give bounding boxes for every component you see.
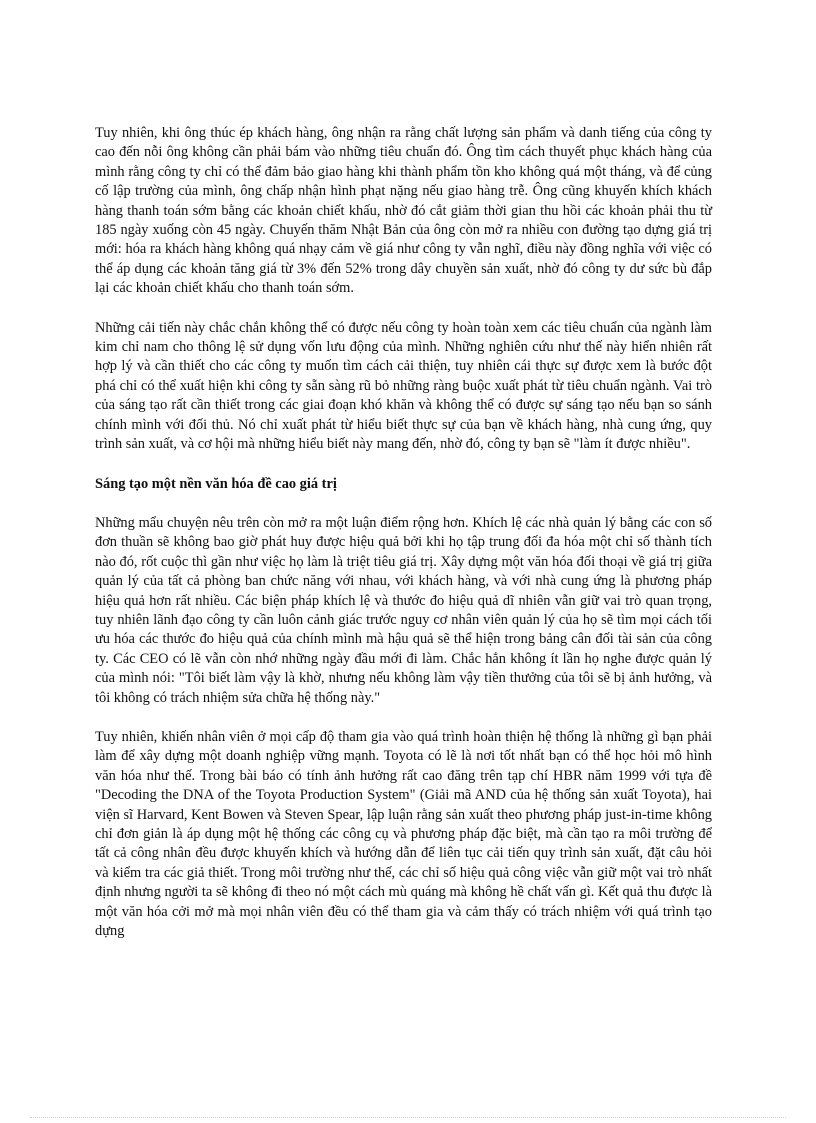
paragraph-3: Những mẩu chuyện nêu trên còn mở ra một luận điểm rộng hơn. Khích lệ các nhà quản lý bằng các con số đơn thuần sẽ không bao giờ phát huy được hiệu quả bởi khi họ tập trung đối đa hóa một chỉ số thành tích nào đó, rốt cuộc thì gần như việc họ làm là triệt tiêu giá trị. Xây dựng một văn hóa đối thoại về giá trị giữa quản lý của tất cả phòng ban chức năng với nhau, với khách hàng, và với nhà cung ứng là phương pháp hiệu quả hơn rất nhiều. Các biện pháp khích lệ và thước đo hiệu quả dĩ nhiên vẫn giữ vai trò quan trọng, tuy nhiên lãnh đạo công ty cần luôn cảnh giác trước nguy cơ nhân viên quản lý của họ sẽ tìm mọi cách tối ưu hóa các thước đo hiệu quả của chính mình mà hậu quả sẽ thể hiện trong bảng cân đối tài sản của công ty. Các CEO có lẽ vẫn còn nhớ những ngày đầu mới đi làm. Chắc hẳn không ít lần họ nghe được quản lý của mình nói: "Tôi biết làm vậy là khờ, nhưng nếu không làm vậy tiền thưởng của tôi sẽ bị ảnh hưởng, và tôi không có trách nhiệm sửa chữa hệ thống này." xyxy=(95,514,712,706)
paragraph-1: Tuy nhiên, khi ông thúc ép khách hàng, ông nhận ra rằng chất lượng sản phẩm và danh tiếng của công ty cao đến nỗi ông không cần phải bám vào những tiêu chuẩn đó. Ông tìm cách thuyết phục khách hàng của mình rằng công ty chỉ có thể đảm bảo giao hàng khi thành phẩm tồn kho không quá một tháng, và để củng cố lập trường của mình, ông chấp nhận hình phạt nặng nếu giao hàng trễ. Ông cũng khuyến khích khách hàng thanh toán sớm bằng các khoản chiết khấu, nhờ đó cắt giảm thời gian thu hồi các khoản phải thu từ 185 ngày xuống còn 45 ngày. Chuyến thăm Nhật Bản của ông còn mở ra nhiều con đường tạo dựng giá trị mới: hóa ra khách hàng không quá nhạy cảm về giá như công ty vẫn nghĩ, điều này đồng nghĩa với việc có thể áp dụng các khoản tăng giá từ 3% đến 52% trong dây chuyền sản xuất, nhờ đó công ty dư sức bù đắp lại các khoản chiết khấu cho thanh toán sớm. xyxy=(95,125,712,297)
section-heading: Sáng tạo một nền văn hóa đề cao giá trị xyxy=(95,475,337,492)
page-bottom-divider xyxy=(30,1117,786,1118)
paragraph-4: Tuy nhiên, khiến nhân viên ở mọi cấp độ tham gia vào quá trình hoàn thiện hệ thống là những gì bạn phải làm để xây dựng một doanh nghiệp vững mạnh. Toyota có lẽ là nơi tốt nhất bạn có thể học hỏi mô hình văn hóa như thế. Trong bài báo có tính ảnh hưởng rất cao đăng trên tạp chí HBR năm 1999 với tựa đề "Decoding the DNA of the Toyota Production System" (Giải mã AND của hệ thống sản xuất Toyota), hai viện sĩ Harvard, Kent Bowen và Steven Spear, lập luận rằng sản xuất theo phương pháp just-in-time không chỉ đơn giản là áp dụng một hệ thống các công cụ và phương pháp đặc biệt, mà cần tạo ra môi trường để tất cả công nhân đều được khuyến khích và hướng dẫn để liên tục cải tiến quy trình sản xuất, đặt câu hỏi và kiểm tra các giả thiết. Trong môi trường như thế, các chỉ số hiệu quả công việc vẫn giữ một vai trò nhất định nhưng người ta sẽ không đi theo nó một cách mù quáng mà không hề chất vấn gì. Kết quả thu được là một văn hóa cởi mở mà mọi nhân viên đều có thể tham gia và cảm thấy có trách nhiệm với quá trình tạo dựng xyxy=(95,728,712,940)
paragraph-2: Những cải tiến này chắc chắn không thể có được nếu công ty hoàn toàn xem các tiêu chuẩn của ngành làm kim chỉ nam cho thông lệ sử dụng vốn lưu động của mình. Những nghiên cứu như thế này hiển nhiên rất hợp lý và cần thiết cho các công ty muốn tìm cách cải thiện, tuy nhiên cái thực sự được xem là bước đột phá chỉ có thể xuất hiện khi công ty sẵn sàng rũ bỏ những ràng buộc xuất phát từ tiêu chuẩn ngành. Vai trò của sáng tạo rất cần thiết trong các giai đoạn khó khăn và không thể có được sự sáng tạo nếu bạn so sánh chính mình với đối thủ. Nó chỉ xuất phát từ hiểu biết thực sự của bạn về khách hàng, nhà cung ứng, quy trình sản xuất, và cơ hội mà những hiểu biết này mang đến, nhờ đó, công ty bạn sẽ "làm ít được nhiều". xyxy=(95,319,712,453)
document-body xyxy=(95,124,712,961)
